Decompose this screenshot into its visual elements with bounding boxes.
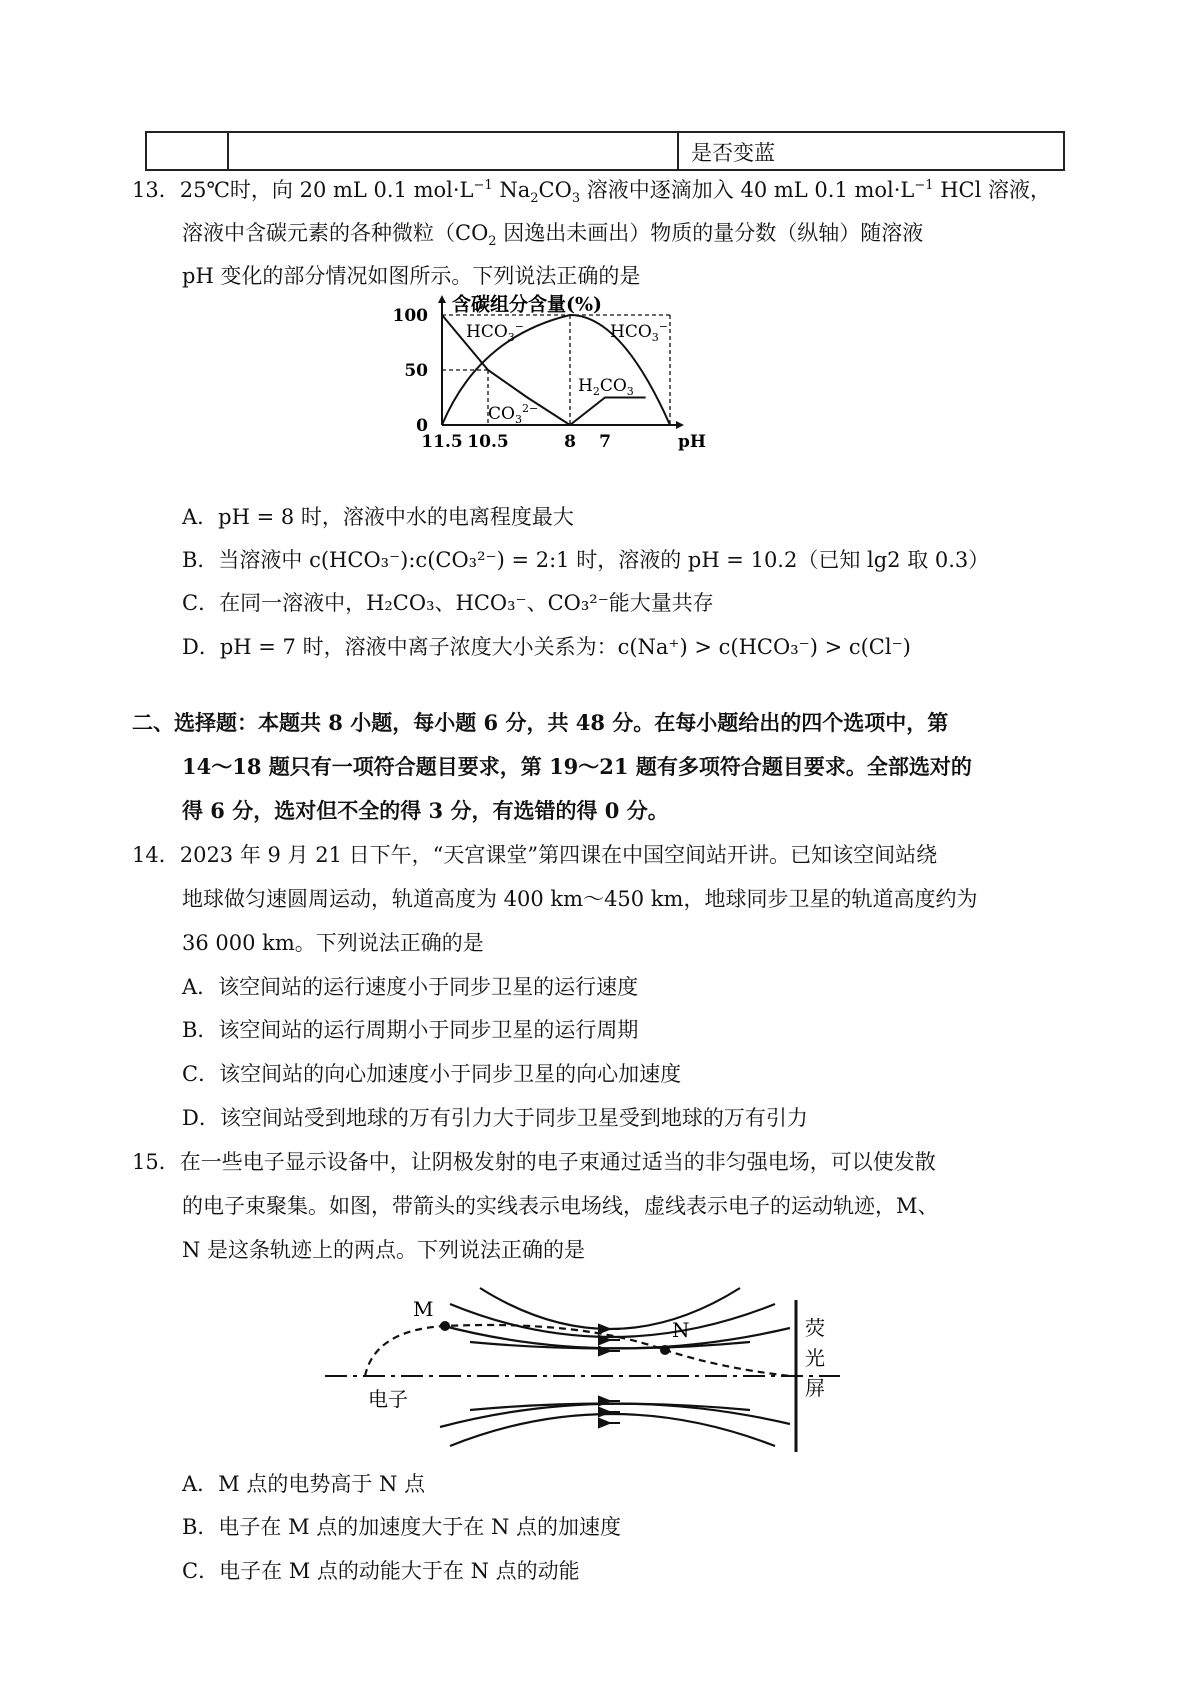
label-co3: $CO_3^{2-}$ <box>488 402 539 426</box>
table-cell-3: 是否变蓝 <box>691 141 775 165</box>
y-tick-label: 0 <box>416 416 428 436</box>
q15-option-c: C．电子在 M 点的动能大于在 N 点的动能 <box>182 1559 580 1583</box>
q14-option-b: B．该空间站的运行周期小于同步卫星的运行周期 <box>182 1018 639 1042</box>
q15-option-b: B．电子在 M 点的加速度大于在 N 点的加速度 <box>182 1515 622 1539</box>
q13-stem-line3: pH 变化的部分情况如图所示。下列说法正确的是 <box>182 264 641 288</box>
electric-field-diagram <box>320 1280 920 1455</box>
q14-stem-line1: 14．2023 年 9 月 21 日下午，“天宫课堂”第四课在中国空间站开讲。已知该空间站绕 <box>132 843 938 867</box>
x-tick-label: 7 <box>599 432 611 452</box>
chart-text <box>393 293 706 452</box>
answer-table-row <box>145 131 1065 171</box>
field-line <box>450 1414 775 1446</box>
q15-stem-line3: N 是这条轨迹上的两点。下列说法正确的是 <box>182 1238 586 1262</box>
series-line <box>570 398 646 426</box>
label-screen-2: 光 <box>805 1346 825 1370</box>
q15-option-a: A．M 点的电势高于 N 点 <box>182 1472 426 1496</box>
field-line <box>450 1304 775 1337</box>
q14-stem-line3: 36 000 km。下列说法正确的是 <box>182 931 484 955</box>
label-n: N <box>672 1318 690 1342</box>
q13-option-d: D．pH = 7 时，溶液中离子浓度大小关系为：c(Na⁺) > c(HCO₃⁻) > c(Cl⁻) <box>182 635 911 659</box>
y-tick-label: 50 <box>404 361 428 381</box>
q15-stem-line1: 15．在一些电子显示设备中，让阴极发射的电子束通过适当的非匀强电场，可以使发散 <box>132 1150 936 1174</box>
q13-stem-line1: 13．25℃时，向 20 mL 0.1 $mol\cdot L^{-1}$ $Na_2CO_3$ 溶液中逐滴加入 40 mL 0.1 $mol\cdot L^{-1}$ HCl 溶液， <box>132 178 1051 207</box>
label-hco3-left: $HCO_3^-$ <box>466 320 524 344</box>
q13-stem-line2: 溶液中含碳元素的各种微粒（$CO_2$ 因逸出未画出）物质的量分数（纵轴）随溶液 <box>182 221 924 250</box>
q13-option-c: C．在同一溶液中，H₂CO₃、HCO₃⁻、CO₃²⁻能大量共存 <box>182 591 714 615</box>
chart-title: 含碳组分含量(%) <box>452 293 603 316</box>
label-screen-1: 荧 <box>805 1316 825 1340</box>
label-hco3-right: $HCO_3^-$ <box>610 320 668 344</box>
carbon-species-chart <box>392 293 770 495</box>
q13-option-a: A．pH = 8 时，溶液中水的电离程度最大 <box>182 505 574 529</box>
section2-heading-line2: 14～18 题只有一项符合题目要求，第 19～21 题有多项符合题目要求。全部选对的 <box>182 754 972 779</box>
label-m: M <box>413 1297 434 1321</box>
q15-stem-line2: 的电子束聚集。如图，带箭头的实线表示电场线，虚线表示电子的运动轨迹，M、 <box>182 1194 939 1218</box>
label-electron: 电子 <box>368 1387 408 1411</box>
point-m <box>440 1321 450 1331</box>
field-line <box>480 1288 740 1329</box>
table-cell-2 <box>227 133 679 169</box>
q13-option-b: B．当溶液中 c(HCO₃⁻):c(CO₃²⁻) = 2:1 时，溶液的 pH = 10.2（已知 lg2 取 0.3） <box>182 548 990 572</box>
q14-option-c: C．该空间站的向心加速度小于同步卫星的向心加速度 <box>182 1062 682 1086</box>
point-n <box>660 1345 670 1355</box>
section2-heading-line3: 得 6 分，选对但不全的得 3 分，有选错的得 0 分。 <box>182 798 669 823</box>
q14-stem-line2: 地球做匀速圆周运动，轨道高度为 400 km～450 km，地球同步卫星的轨道高度约为 <box>182 887 978 911</box>
y-axis-arrow <box>438 295 446 303</box>
table-cell-1 <box>147 133 229 169</box>
y-tick-label: 100 <box>392 306 428 326</box>
label-screen-3: 屏 <box>805 1376 825 1400</box>
x-tick-label: 10.5 <box>467 432 509 452</box>
q14-option-d: D．该空间站受到地球的万有引力大于同步卫星受到地球的万有引力 <box>182 1106 808 1130</box>
x-tick-label: 8 <box>564 432 576 452</box>
section2-heading-line1: 二、选择题：本题共 8 小题，每小题 6 分，共 48 分。在每小题给出的四个选项中，第 <box>132 710 949 735</box>
x-axis-arrow <box>676 421 684 429</box>
x-tick-label: 11.5 <box>421 432 463 452</box>
label-h2co3: $H_2CO_3$ <box>578 376 634 398</box>
q14-option-a: A．该空间站的运行速度小于同步卫星的运行速度 <box>182 975 639 999</box>
x-axis-label: pH <box>678 432 706 452</box>
electron-trajectory <box>365 1325 790 1376</box>
